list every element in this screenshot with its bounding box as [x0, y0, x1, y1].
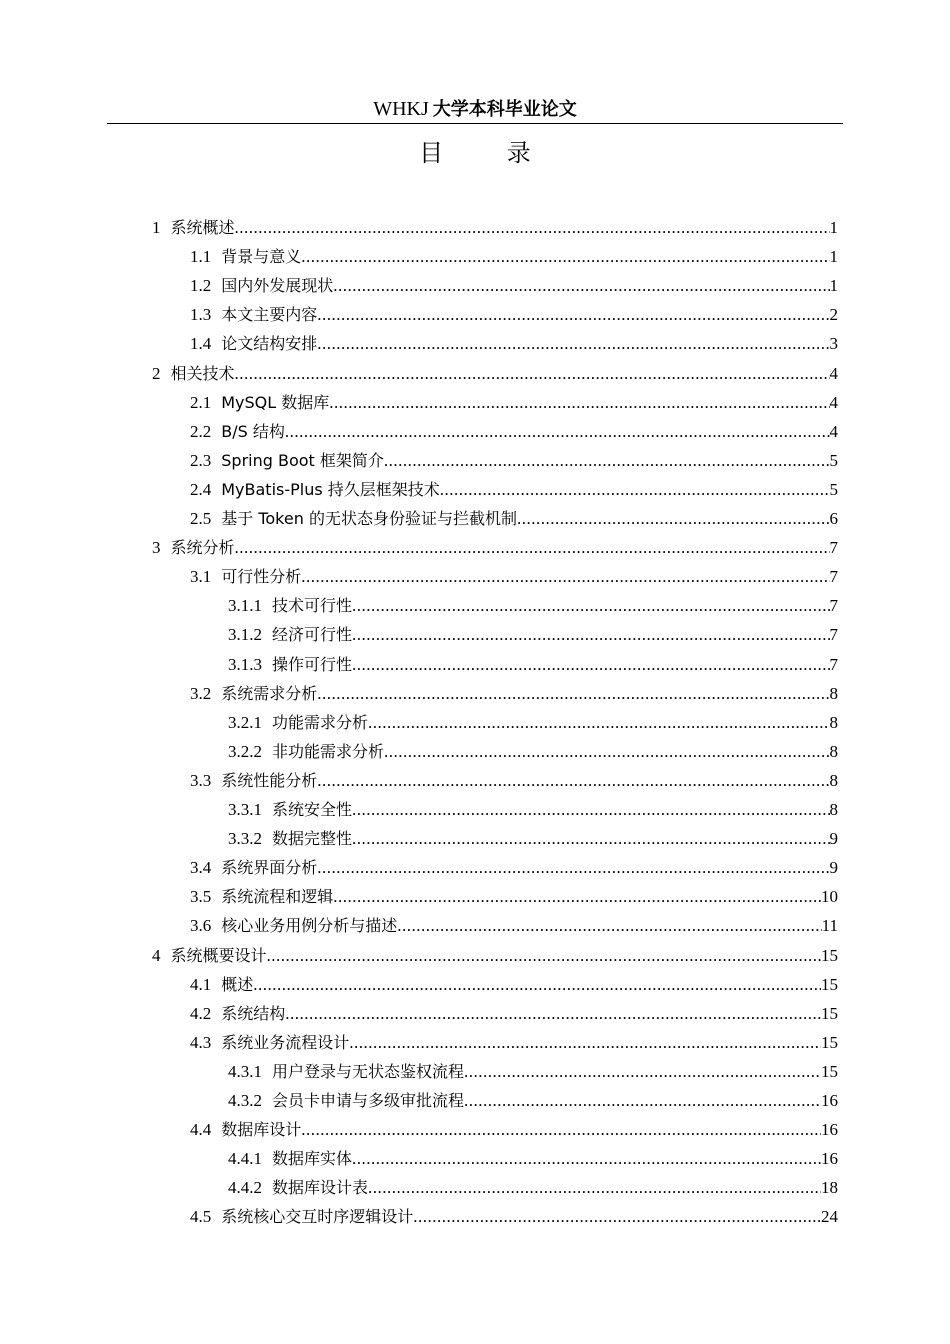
toc-entry[interactable] — [228, 591, 838, 620]
toc-entry-title: 背景与意义 — [221, 247, 302, 267]
toc-entry[interactable] — [228, 650, 838, 679]
toc-entry-title: MySQL 数据库 — [221, 392, 330, 412]
toc-entry-title: 基于 Token 的无状态身份验证与拦截机制 — [221, 509, 517, 528]
toc-dot-leader — [317, 329, 829, 358]
toc-entry-number: 4.4 — [190, 1120, 212, 1140]
toc-entry-title: 非功能需求分析 — [272, 741, 385, 761]
toc-entry-page: 7 — [829, 625, 838, 645]
toc-entry[interactable] — [228, 824, 838, 853]
toc-entry-title: 数据库设计表 — [272, 1178, 369, 1198]
toc-entry-page: 8 — [829, 741, 838, 761]
toc-entry-page: 15 — [821, 974, 838, 994]
toc-dot-leader — [329, 388, 829, 417]
toc-entry-number: 2.5 — [190, 509, 212, 528]
toc-entry-title: B/S 结构 — [221, 421, 285, 441]
toc-entry-title: 系统概述 — [170, 218, 235, 237]
toc-entry-number: 4 — [152, 945, 161, 965]
toc-dot-leader — [317, 766, 829, 795]
toc-entry-page: 7 — [829, 567, 838, 587]
toc-dot-leader — [352, 1144, 821, 1173]
toc-entry-page: 16 — [821, 1091, 838, 1110]
toc-dot-leader — [352, 620, 829, 649]
toc-entry-page: 6 — [829, 509, 838, 528]
toc-entry-page: 15 — [821, 1061, 838, 1081]
toc-dot-leader — [301, 242, 829, 271]
toc-entry-number: 2.1 — [190, 392, 212, 412]
toc-entry-number: 4.3 — [190, 1032, 212, 1052]
header-rule — [107, 123, 843, 124]
toc-entry-title: 数据库设计 — [221, 1120, 302, 1140]
toc-entry-number: 4.3.2 — [228, 1091, 262, 1110]
toc-entry-title: 操作可行性 — [272, 654, 353, 674]
toc-entry-title: 国内外发展现状 — [221, 276, 334, 296]
toc-dot-leader — [235, 359, 830, 388]
toc-entry-title: 本文主要内容 — [221, 305, 318, 325]
toc-entry[interactable] — [228, 1057, 838, 1086]
toc-entry-page: 5 — [829, 450, 838, 470]
toc-entry-page: 1 — [829, 218, 838, 237]
toc-entry-number: 2 — [152, 363, 161, 383]
toc-entry[interactable] — [228, 795, 838, 824]
toc-entry[interactable] — [190, 271, 838, 300]
toc-entry-title: 功能需求分析 — [272, 712, 369, 732]
toc-entry-title: MyBatis-Plus 持久层框架技术 — [221, 479, 440, 499]
toc-entry-page: 4 — [829, 421, 838, 441]
toc-entry-number: 3.1.3 — [228, 654, 262, 674]
toc-dot-leader — [440, 475, 830, 504]
toc-dot-leader — [235, 213, 830, 242]
toc-entry-number: 1.4 — [190, 334, 212, 354]
toc-entry-number: 3.1.2 — [228, 625, 262, 645]
toc-entry-title: 概述 — [221, 974, 254, 994]
toc-entry-title: 系统核心交互时序逻辑设计 — [221, 1207, 414, 1227]
toc-dot-leader — [368, 1173, 821, 1202]
toc-entry-title: 经济可行性 — [272, 625, 353, 645]
toc-entry-page: 8 — [829, 800, 838, 819]
toc-entry[interactable] — [190, 504, 838, 533]
toc-entry-title: 核心业务用例分析与描述 — [221, 916, 398, 936]
toc-entry[interactable] — [228, 1086, 838, 1115]
toc-entry-title: 系统分析 — [170, 538, 235, 558]
toc-entry-page: 5 — [829, 479, 838, 499]
toc-entry-number: 3.3.1 — [228, 800, 262, 819]
toc-dot-leader — [397, 911, 821, 940]
toc-dot-leader — [352, 824, 829, 853]
toc-entry-page: 16 — [821, 1149, 838, 1169]
toc-entry-title: 系统概要设计 — [170, 945, 267, 965]
toc-entry-number: 3.2.2 — [228, 741, 262, 761]
toc-entry-number: 4.4.2 — [228, 1178, 262, 1198]
toc-entry-page: 2 — [829, 305, 838, 325]
toc-entry-title: 系统安全性 — [272, 800, 353, 819]
toc-entry-page: 15 — [821, 1003, 838, 1023]
toc-dot-leader — [317, 853, 829, 882]
toc-entry-page: 4 — [829, 392, 838, 412]
toc-dot-leader — [301, 562, 829, 591]
toc-entry-number: 2.2 — [190, 421, 212, 441]
toc-entry-number: 3.4 — [190, 858, 212, 878]
toc-dot-leader — [352, 795, 829, 824]
toc-entry-page: 4 — [829, 363, 838, 383]
toc-entry-page: 15 — [821, 945, 838, 965]
toc-entry[interactable] — [228, 1144, 838, 1173]
toc-entry-number: 4.2 — [190, 1003, 212, 1023]
toc-entry[interactable] — [190, 242, 838, 271]
toc-entry[interactable] — [190, 300, 838, 329]
toc-entry[interactable] — [228, 620, 838, 649]
toc-entry-number: 4.1 — [190, 974, 212, 994]
toc-entry[interactable] — [190, 853, 838, 882]
toc-dot-leader — [333, 882, 821, 911]
toc-entry-title: 数据完整性 — [272, 829, 353, 849]
toc-entry-number: 1 — [152, 218, 161, 237]
toc-entry-page: 16 — [821, 1120, 838, 1140]
toc-dot-leader — [464, 1086, 821, 1115]
toc-entry[interactable] — [190, 475, 838, 504]
toc-entry-title: 系统界面分析 — [221, 858, 318, 878]
header-thesis-label: 大学本科毕业论文 — [432, 99, 577, 120]
toc-entry-number: 1.3 — [190, 305, 212, 325]
toc-entry[interactable] — [152, 533, 838, 562]
toc-entry-page: 3 — [829, 334, 838, 354]
toc-entry-title: 论文结构安排 — [221, 334, 318, 354]
toc-entry[interactable] — [228, 737, 838, 766]
toc-entry-number: 3.2 — [190, 683, 212, 703]
toc-entry-number: 3.2.1 — [228, 712, 262, 732]
toc-entry-page: 9 — [829, 829, 838, 849]
toc-entry[interactable] — [152, 213, 838, 242]
toc-entry-page: 9 — [829, 858, 838, 878]
toc-entry-page: 7 — [829, 538, 838, 558]
toc-entry-page: 8 — [829, 770, 838, 790]
page-header — [107, 96, 843, 123]
toc-dot-leader — [384, 737, 829, 766]
toc-entry[interactable] — [190, 911, 838, 940]
toc-entry-title: 会员卡申请与多级审批流程 — [272, 1091, 465, 1110]
toc-dot-leader — [235, 533, 830, 562]
toc-entry[interactable] — [190, 329, 838, 358]
toc-entry[interactable] — [190, 417, 838, 446]
toc-entry-title: 可行性分析 — [221, 567, 302, 587]
toc-entry-page: 18 — [821, 1178, 838, 1198]
toc-entry[interactable] — [190, 1202, 838, 1231]
toc-entry-page: 24 — [821, 1207, 838, 1227]
toc-entry-title: 相关技术 — [170, 363, 235, 383]
toc-dot-leader — [301, 1115, 821, 1144]
toc-dot-leader — [384, 446, 830, 475]
toc-entry[interactable] — [190, 970, 838, 999]
toc-entry-number: 3.1.1 — [228, 596, 262, 616]
toc-entry-title: 系统需求分析 — [221, 683, 318, 703]
toc-entry-title: 系统业务流程设计 — [221, 1032, 350, 1052]
toc-dot-leader — [267, 941, 821, 970]
toc-entry[interactable] — [228, 708, 838, 737]
toc-dot-leader — [517, 504, 830, 533]
toc-entry-number: 3.6 — [190, 916, 212, 936]
toc-entry-page: 8 — [829, 683, 838, 703]
toc-entry[interactable] — [190, 562, 838, 591]
toc-dot-leader — [352, 650, 829, 679]
toc-entry-number: 3.3 — [190, 770, 212, 790]
toc-entry-page: 7 — [829, 654, 838, 674]
toc-entry-number: 4.3.1 — [228, 1061, 262, 1081]
toc-entry-page: 10 — [821, 887, 838, 907]
toc-entry-page: 7 — [829, 596, 838, 616]
toc-entry-number: 2.3 — [190, 450, 212, 470]
toc-entry-number: 3 — [152, 538, 161, 558]
toc-entry-title: Spring Boot 框架简介 — [221, 450, 384, 470]
toc-dot-leader — [349, 1028, 821, 1057]
toc-entry-title: 数据库实体 — [272, 1149, 353, 1169]
toc-dot-leader — [253, 970, 821, 999]
toc-entry-title: 系统性能分析 — [221, 770, 318, 790]
toc-dot-leader — [333, 271, 829, 300]
toc-entry-number: 4.4.1 — [228, 1149, 262, 1169]
toc-entry-number: 4.5 — [190, 1207, 212, 1227]
toc-entry-number: 3.1 — [190, 567, 212, 587]
toc-entry-title: 系统结构 — [221, 1003, 286, 1023]
toc-dot-leader — [285, 999, 821, 1028]
toc-entry-number: 3.5 — [190, 887, 212, 907]
toc-dot-leader — [464, 1057, 821, 1086]
toc-entry[interactable] — [190, 679, 838, 708]
toc-entry[interactable] — [190, 882, 838, 911]
toc-entry-page: 1 — [829, 247, 838, 267]
toc-entry-number: 1.2 — [190, 276, 212, 296]
toc-entry[interactable] — [190, 446, 838, 475]
toc-entry[interactable] — [152, 941, 838, 970]
toc-entry-page: 15 — [821, 1032, 838, 1052]
toc-title: 目 录 — [419, 139, 559, 167]
toc-entry-title: 系统流程和逻辑 — [221, 887, 334, 907]
toc-entry[interactable] — [190, 766, 838, 795]
toc-entry-page: 1 — [829, 276, 838, 296]
toc-dot-leader — [368, 708, 829, 737]
toc-entry[interactable] — [152, 359, 838, 388]
toc-dot-leader — [352, 591, 829, 620]
toc-entry-number: 3.3.2 — [228, 829, 262, 849]
toc-entry-page: 11 — [821, 916, 838, 936]
header-university-code: WHKJ — [373, 98, 429, 120]
toc-entry[interactable] — [190, 1115, 838, 1144]
toc-entry[interactable] — [190, 388, 838, 417]
toc-entry-title: 用户登录与无状态鉴权流程 — [272, 1061, 465, 1081]
toc-entry[interactable] — [228, 1173, 838, 1202]
toc-entry-number: 2.4 — [190, 479, 212, 499]
toc-dot-leader — [317, 679, 829, 708]
toc-dot-leader — [413, 1202, 821, 1231]
toc-entry-title: 技术可行性 — [272, 596, 353, 616]
toc-dot-leader — [317, 300, 829, 329]
toc-entry[interactable] — [190, 1028, 838, 1057]
toc-entry-page: 8 — [829, 712, 838, 732]
toc-dot-leader — [285, 417, 830, 446]
toc-entry-number: 1.1 — [190, 247, 212, 267]
toc-entry[interactable] — [190, 999, 838, 1028]
